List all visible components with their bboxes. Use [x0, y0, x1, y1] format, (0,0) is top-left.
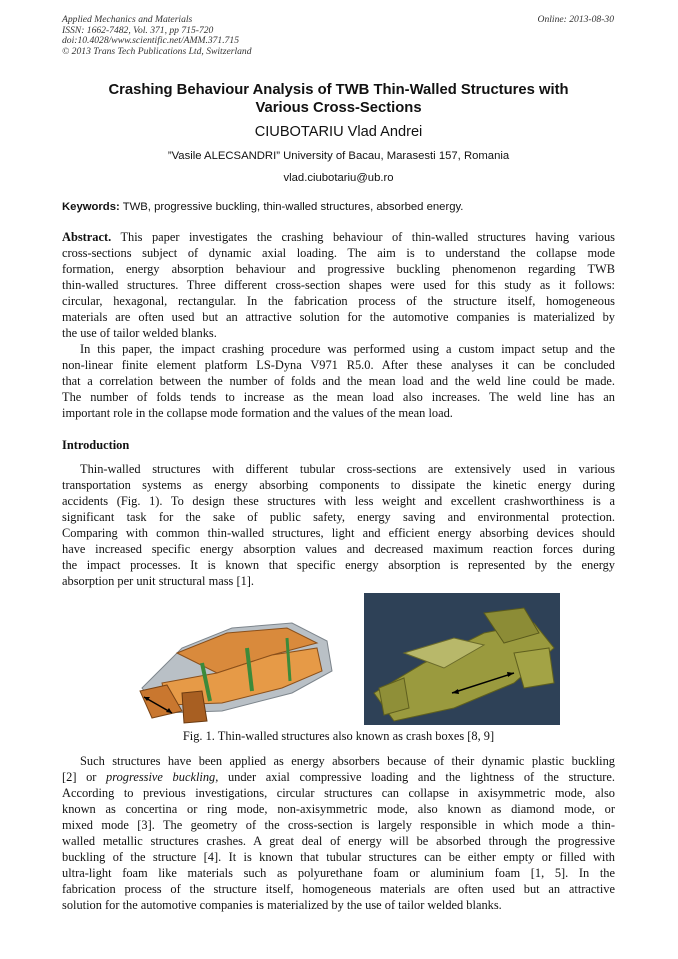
issn-line: ISSN: 1662-7482, Vol. 371, pp 715-720 — [62, 24, 214, 36]
intro-paragraph-2 — [62, 753, 615, 913]
intro-line: Such structures have been applied as energy absorbers because of their dynamic plastic buckling — [80, 754, 615, 768]
intro-line: transportation systems as energy absorbing components to dissipate the kinetic energy during — [62, 478, 615, 492]
intro-line: Comparing with common thin-walled structures, light and efficient energy absorbing devices should — [62, 526, 615, 540]
keywords-text: TWB, progressive buckling, thin-walled structures, absorbed energy. — [119, 201, 464, 213]
section-heading-introduction: Introduction — [62, 438, 130, 452]
figure-car-body-image — [122, 593, 342, 725]
abstract-line: non-linear finite element platform LS-Dyna V971 R5.0. After these analyses it can be concluded — [62, 358, 615, 372]
author-name: CIUBOTARIU Vlad Andrei — [254, 124, 423, 140]
fe-model-illustration — [364, 593, 560, 725]
journal-header — [62, 15, 252, 57]
intro-paragraph-1 — [62, 461, 615, 589]
figure-fe-model-image — [364, 593, 560, 725]
intro-line: absorption per unit structural mass [1]. — [62, 574, 255, 588]
abstract-paragraph-1 — [62, 229, 615, 341]
copyright-line: © 2013 Trans Tech Publications Ltd, Switzerland — [62, 45, 252, 57]
intro-line: known as concertina or ring mode, non-axisymmetric mode, also known as diamond mode, or — [62, 802, 615, 816]
intro-line: have increased specific energy absorption values and decreased maximum reaction forces during — [62, 542, 615, 556]
figure-caption: Fig. 1. Thin-walled structures also known as crash boxes [8, 9] — [182, 729, 495, 743]
doi-line: doi:10.4028/www.scientific.net/AMM.371.715 — [62, 35, 240, 47]
intro-line: Thin-walled structures with different tubular cross-sections are extensively used in various — [80, 462, 615, 476]
intro-line: accidents (Fig. 1). To design these structures with less weight and excellent crashworthiness is a — [62, 494, 615, 508]
abstract-paragraph-2 — [62, 341, 615, 421]
keywords — [62, 201, 463, 213]
affiliation: ”Vasile ALECSANDRI” University of Bacau, Marasesti 157, Romania — [167, 150, 510, 162]
abstract-line — [62, 229, 615, 245]
title-line-2: Various Cross-Sections — [255, 100, 422, 116]
author-email: vlad.ciubotariu@ub.ro — [283, 172, 394, 184]
abstract-label: Abstract. — [62, 230, 112, 244]
abstract-line: circular, hexagonal, rectangular. In the fabrication process of the structure itself, homogeneous — [62, 294, 615, 308]
intro-line: According to previous investigations, circular structures can collapse in axisymmetric mode, also — [62, 786, 615, 800]
title-line-1: Crashing Behaviour Analysis of TWB Thin-Walled Structures with — [108, 82, 569, 98]
abstract-line: materials are often used but an attractive solution for the automotive companies is materialized by — [62, 310, 615, 324]
intro-line: fabrication process of the structure itself, homogeneous materials are often used but an attractive — [62, 882, 615, 896]
journal-name: Applied Mechanics and Materials — [62, 14, 193, 25]
intro-line: walled metallic structures crashes. A great deal of energy will be absorbed through the progressive — [62, 834, 615, 848]
abstract-line: cross-sections subject of dynamic axial loading. The aim is to understand the collapse mode — [62, 246, 615, 260]
intro-line: significant task for the sake of public safety, energy saving and environmental protection. — [62, 510, 615, 524]
abstract-line: the use of tailor welded blanks. — [62, 326, 217, 340]
intro-line: the impact processes. It is known that specific energy absorption is represented by the energy — [62, 558, 615, 572]
abstract-line: thin-walled structures. Three different cross-section shapes were used for this study as it follows: — [62, 278, 615, 292]
intro-line-part: , under axial compressive loading and the lightness of the structure. — [215, 770, 615, 784]
intro-line: buckling of the structure [4]. It is known that tubular structures can be either empty or filled with — [62, 850, 615, 864]
intro-emphasis: progressive buckling — [106, 770, 216, 784]
abstract-line-text: This paper investigates the crashing behaviour of thin-walled structures having various — [111, 230, 615, 244]
keywords-label: Keywords: — [62, 201, 120, 213]
intro-line: solution for the automotive companies is materialized by the use of tailor welded blanks. — [62, 898, 502, 912]
abstract-line: formation, energy absorption behaviour and progressive buckling phenomenon regarding TWB — [62, 262, 615, 276]
abstract-line: that a correlation between the number of folds and the mean load and the weld line could be made. — [62, 374, 615, 388]
abstract-line: In this paper, the impact crashing procedure was performed using a custom impact setup and the — [80, 342, 615, 356]
paper-title — [62, 81, 615, 117]
intro-line-part: [2] or — [62, 770, 107, 784]
online-date: Online: 2013-08-30 — [537, 14, 614, 25]
car-body-illustration — [122, 593, 342, 725]
abstract-line: The number of folds tends to increase as the mean load also increases. The weld line has an — [62, 390, 615, 404]
intro-line — [62, 769, 615, 785]
abstract-line: important role in the collapse mode formation and the values of the mean load. — [62, 406, 453, 420]
intro-line: ultra-light foam like materials such as polyurethane foam or aluminium foam [1, 5]. In the — [62, 866, 615, 880]
intro-line: mixed mode [3]. The geometry of the cross-section is largely responsible in which mode a thin- — [62, 818, 615, 832]
